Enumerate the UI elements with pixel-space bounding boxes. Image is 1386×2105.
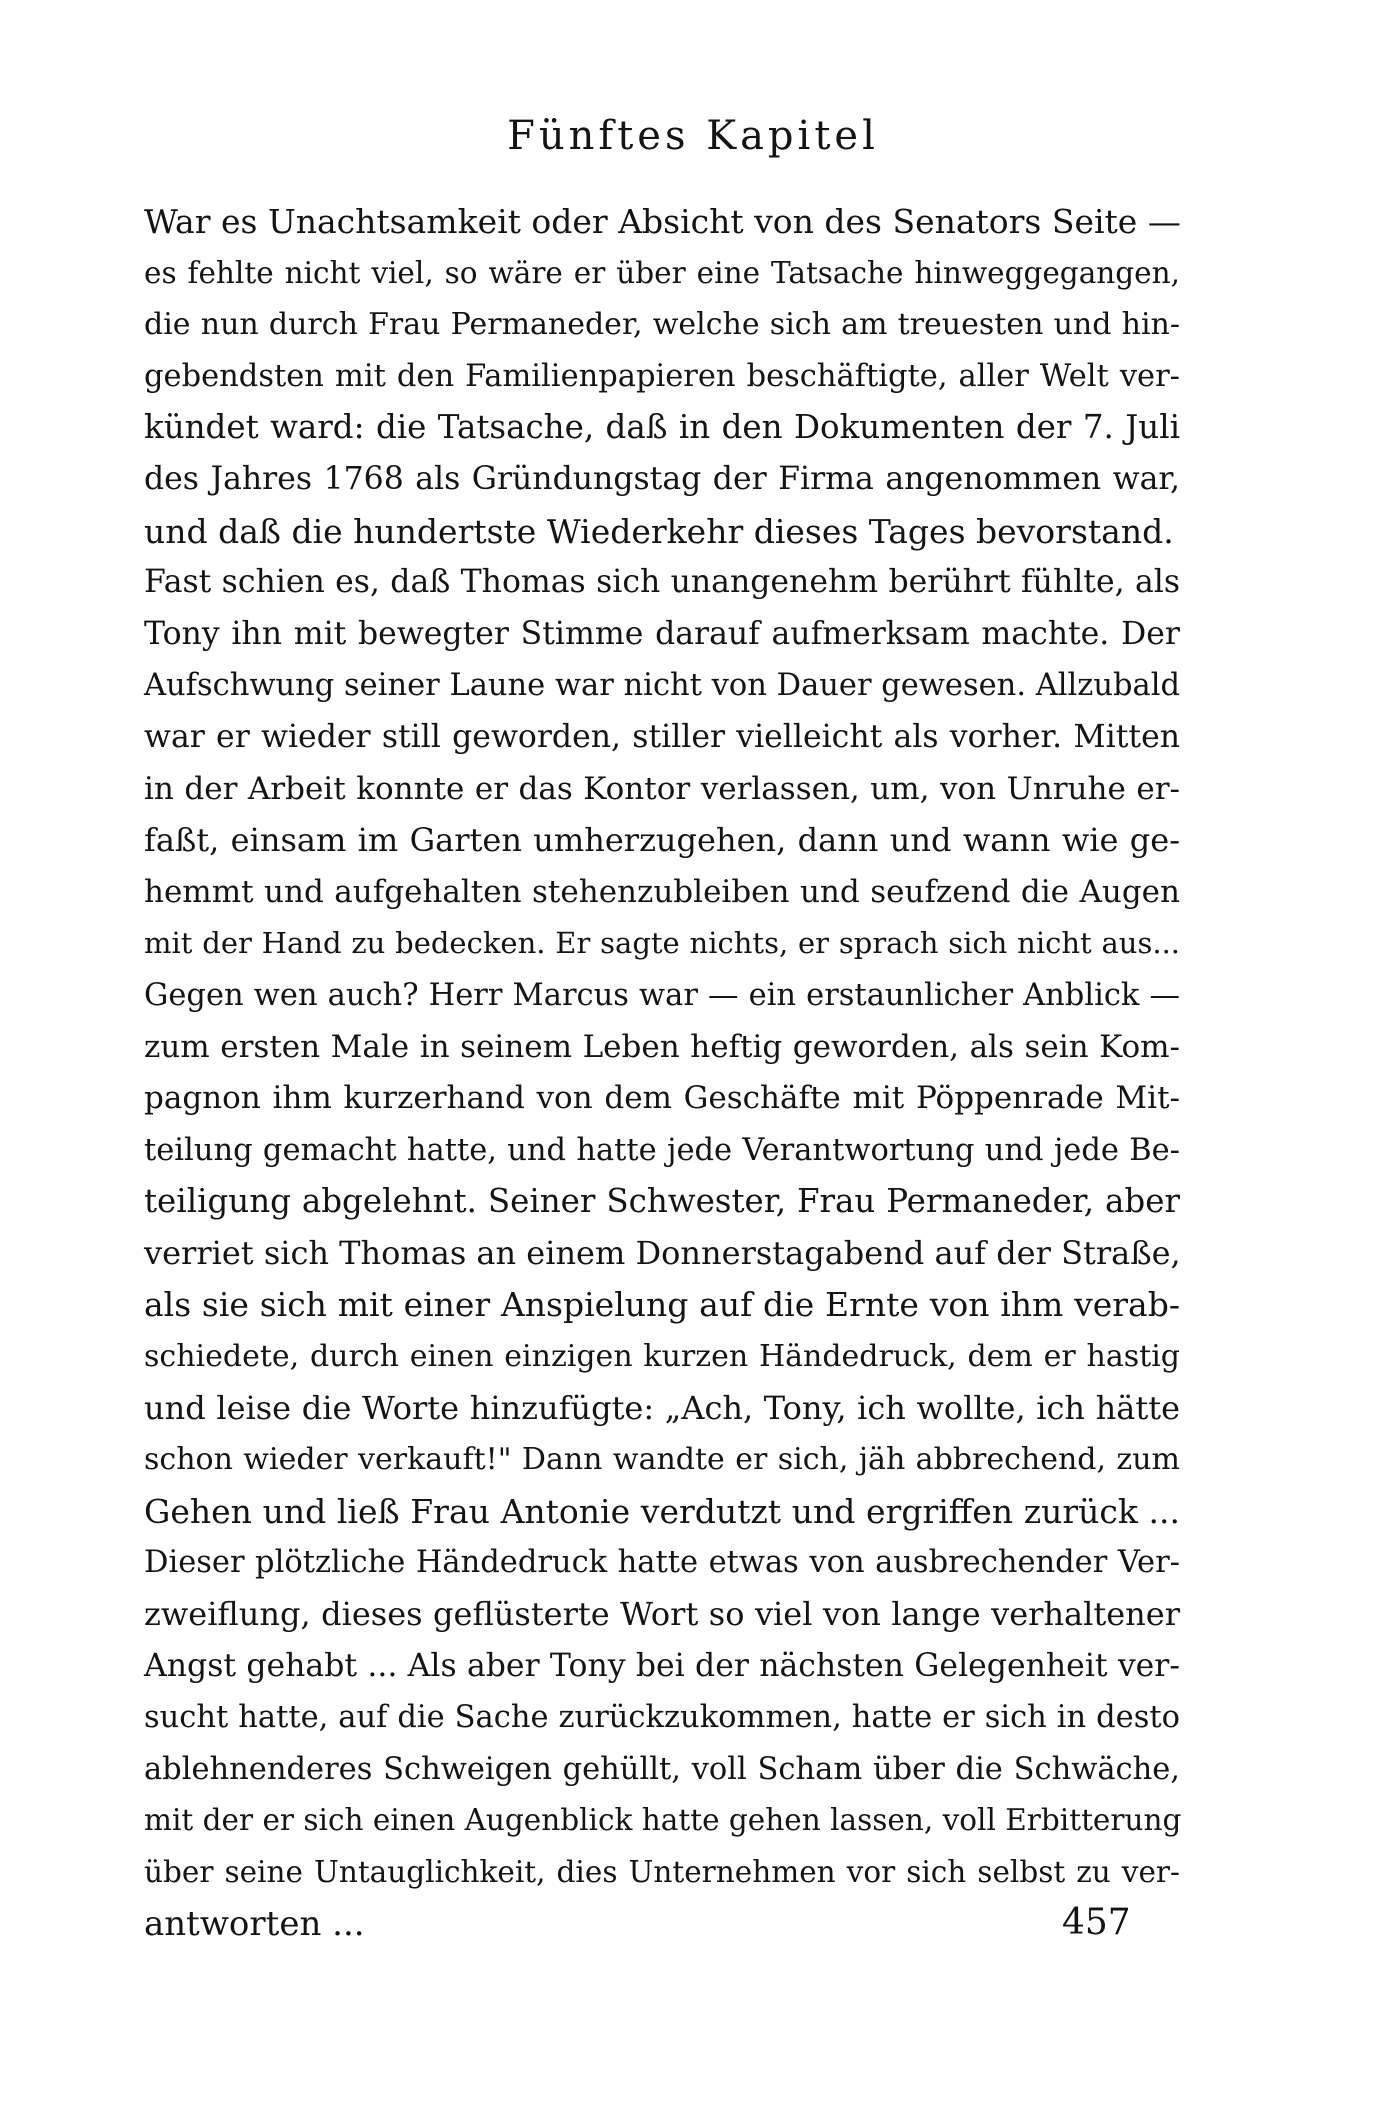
text-line: Gehen und ließ Frau Antonie verdutzt und ergriffen zurück ...	[144, 1491, 1180, 1531]
text-line: zum ersten Male in seinem Leben heftig geworden, als sein Kom-	[144, 1028, 1180, 1065]
text-line: Fast schien es, daß Thomas sich unangenehm berührt fühlte, als	[144, 564, 1180, 601]
text-line: sucht hatte, auf die Sache zurückzukommen, hatte er sich in desto	[144, 1700, 1180, 1736]
text-line: teiligung abgelehnt. Seiner Schwester, Frau Permaneder, aber	[144, 1182, 1180, 1221]
text-line: faßt, einsam im Garten umherzugehen, dann und wann wie ge-	[144, 821, 1180, 860]
text-line: verriet sich Thomas an einem Donnerstagabend auf der Straße,	[144, 1233, 1181, 1272]
text-line: War es Unachtsamkeit oder Absicht von des Senators Seite —	[144, 202, 1181, 241]
text-line: pagnon ihm kurzerhand von dem Geschäfte mit Pöppenrade Mit-	[144, 1080, 1180, 1117]
text-line: mit der er sich einen Augenblick hatte gehen lassen, voll Erbitterung	[144, 1803, 1182, 1838]
text-line: als sie sich mit einer Anspielung auf die Ernte von ihm verab-	[144, 1285, 1180, 1325]
paragraph-1	[144, 196, 1180, 557]
text-line: schiedete, durch einen einzigen kurzen Händedruck, dem er hastig	[144, 1339, 1180, 1375]
text-line: Aufschwung seiner Laune war nicht von Dauer gewesen. Allzubald	[144, 668, 1180, 704]
text-line: und leise die Worte hinzufügte: „Ach, Tony, ich wollte, ich hätte	[144, 1388, 1180, 1427]
page-number: 457	[1062, 1902, 1131, 1943]
body-text	[144, 196, 1180, 1950]
text-line: teilung gemacht hatte, und hatte jede Verantwortung und jede Be-	[144, 1132, 1180, 1168]
text-line: des Jahres 1768 als Gründungstag der Firma angenommen war,	[144, 460, 1180, 497]
text-line: schon wieder verkauft!" Dann wandte er sich, jäh abbrechend, zum	[144, 1442, 1180, 1478]
text-line: ablehnenderes Schweigen gehüllt, voll Scham über die Schwäche,	[144, 1751, 1180, 1787]
text-line: die nun durch Frau Permaneder, welche sich am treuesten und hin-	[144, 307, 1180, 343]
text-line: gebendsten mit den Familienpapieren beschäftigte, aller Welt ver-	[144, 358, 1180, 394]
text-line: Gegen wen auch? Herr Marcus war — ein erstaunlicher Anblick —	[144, 977, 1180, 1013]
text-line: Dieser plötzliche Händedruck hatte etwas von ausbrechender Ver-	[144, 1545, 1180, 1581]
chapter-title: Fünftes Kapitel	[507, 113, 879, 159]
text-line: es fehlte nicht viel, so wäre er über eine Tatsache hinweggegangen,	[144, 255, 1180, 290]
text-line: war er wieder still geworden, stiller vielleicht als vorher. Mitten	[144, 718, 1180, 755]
text-line: und daß die hundertste Wiederkehr dieses Tages bevorstand.	[144, 511, 1174, 551]
text-line: Tony ihn mit bewegter Stimme darauf aufmerksam machte. Der	[144, 615, 1180, 652]
text-line: antworten ...	[144, 1903, 365, 1944]
text-line: kündet ward: die Tatsache, daß in den Dokumenten der 7. Juli	[144, 408, 1180, 447]
text-line: mit der Hand zu bedecken. Er sagte nichts, er sprach sich nicht aus...	[144, 926, 1180, 961]
text-line: hemmt und aufgehalten stehenzubleiben und seufzend die Augen	[144, 873, 1180, 910]
text-line: zweiflung, dieses geflüsterte Wort so viel von lange verhaltener	[144, 1595, 1180, 1634]
text-line: in der Arbeit konnte er das Kontor verlassen, um, von Unruhe er-	[144, 770, 1180, 807]
text-line: Angst gehabt ... Als aber Tony bei der nächsten Gelegenheit ver-	[144, 1647, 1180, 1684]
paragraph-2	[144, 557, 1180, 1950]
text-line: über seine Untauglichkeit, dies Unternehmen vor sich selbst zu ver-	[144, 1855, 1180, 1889]
